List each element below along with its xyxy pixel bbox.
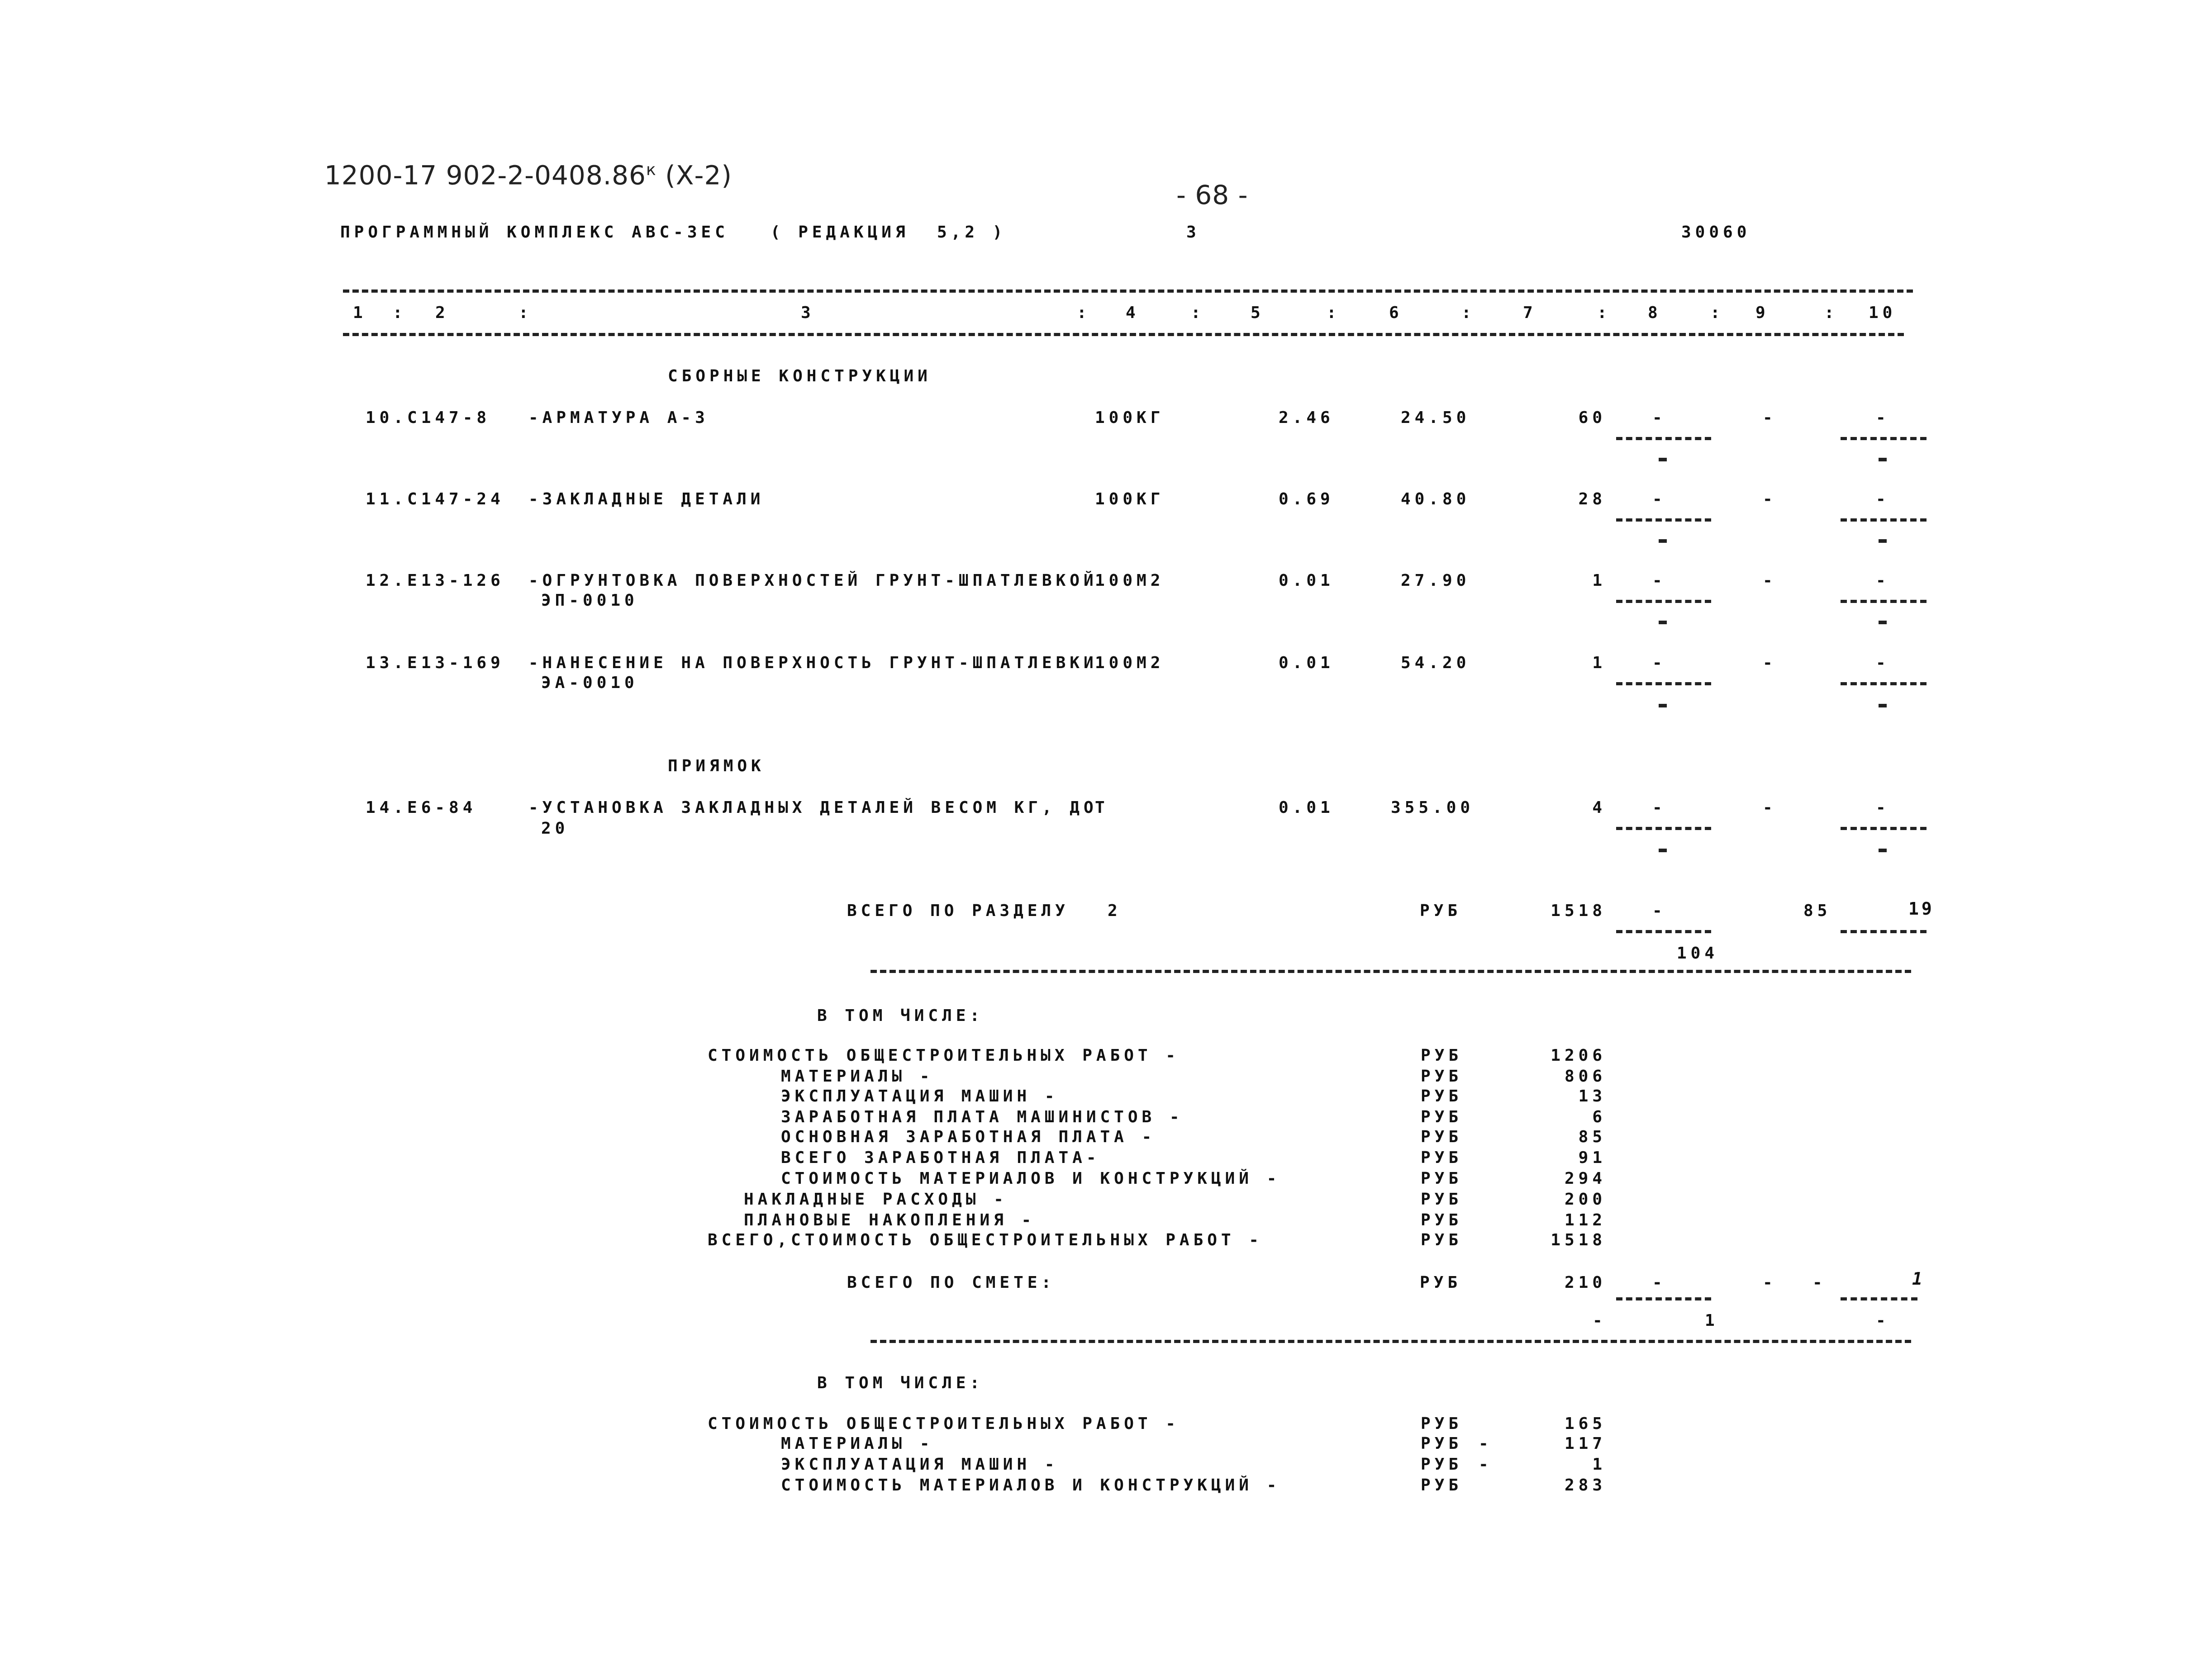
program-code: 30060: [1681, 223, 1751, 242]
breakdown-mark: -: [1479, 1455, 1493, 1474]
section-total-label: ВСЕГО ПО РАЗДЕЛУ: [847, 902, 1069, 920]
program-label: ПРОГРАММНЫЙ КОМПЛЕКС АВС-ЗЕС ( РЕДАКЦИЯ 5,2 ): [340, 223, 1007, 242]
breakdown-label: ЭКСПЛУАТАЦИЯ МАШИН -: [781, 1455, 1059, 1474]
col-sep: :: [1327, 304, 1341, 322]
col-3: 3: [801, 304, 815, 322]
row-unit: 100КГ: [1095, 408, 1165, 427]
breakdown-value: 91: [1578, 1148, 1606, 1167]
breakdown-label: ВСЕГО,СТОИМОСТЬ ОБЩЕСТРОИТЕЛЬНЫХ РАБОТ -: [708, 1231, 1263, 1249]
breakdown-value: 1206: [1551, 1046, 1606, 1065]
row-name: -УСТАНОВКА ЗАКЛАДНЫХ ДЕТАЛЕЙ ВЕСОМ КГ, ДО: [528, 798, 1098, 817]
section-title: ПРИЯМОК: [668, 757, 765, 775]
breakdown-value: 6: [1592, 1108, 1606, 1126]
breakdown-label: ВСЕГО ЗАРАБОТНАЯ ПЛАТА-: [781, 1148, 1100, 1167]
breakdown-unit: РУБ: [1421, 1169, 1463, 1188]
estimate-total-c8: -: [1652, 1273, 1666, 1292]
fraction-denominator: [1659, 539, 1667, 543]
row-total: 60: [1578, 408, 1606, 427]
breakdown-unit: РУБ: [1421, 1231, 1463, 1249]
breakdown-value: 1518: [1551, 1231, 1606, 1249]
fraction-denominator: [1879, 621, 1887, 624]
col-sep: :: [1191, 304, 1205, 322]
row-unit: Т: [1095, 798, 1109, 817]
breakdown-unit: РУБ: [1421, 1414, 1463, 1433]
row-total: 1: [1592, 654, 1606, 672]
breakdown-mark: -: [1479, 1434, 1493, 1453]
row-c8: -: [1652, 490, 1666, 508]
row-code: 12.Е13-126: [366, 571, 504, 590]
fraction-denominator: [1879, 704, 1887, 707]
row-name: -ОГРУНТОВКА ПОВЕРХНОСТЕЙ ГРУНТ-ШПАТЛЕВКОЙ: [528, 571, 1098, 590]
breakdown-unit: РУБ: [1421, 1455, 1463, 1474]
row-name-continued: ЭП-0010: [541, 591, 638, 610]
header-rule-top: [343, 289, 1913, 293]
row-c9: -: [1763, 571, 1777, 590]
row-c10: -: [1876, 571, 1890, 590]
row-c10: -: [1876, 490, 1890, 508]
breakdown-value: 85: [1578, 1128, 1606, 1146]
row-qty: 0.01: [1279, 571, 1334, 590]
breakdown-value: 1: [1592, 1455, 1606, 1474]
section-total-c8: -: [1652, 902, 1666, 920]
row-code: 10.С147-8: [366, 408, 491, 427]
fraction-line: [1616, 437, 1711, 440]
breakdown-value: 117: [1564, 1434, 1606, 1453]
col-sep: :: [1597, 304, 1611, 322]
fraction-line: [1841, 518, 1927, 522]
breakdown-value: 294: [1564, 1169, 1606, 1188]
document-code: [307, 136, 732, 191]
section-total-c10: 19: [1908, 899, 1935, 919]
row-c9: -: [1763, 654, 1777, 672]
row-name-continued: 20: [541, 819, 569, 838]
estimate-total-sub-b: 1: [1705, 1311, 1719, 1330]
col-sep: :: [1461, 304, 1475, 322]
col-10: 10: [1869, 304, 1897, 322]
breakdown-label: ПЛАНОВЫЕ НАКОПЛЕНИЯ -: [744, 1211, 1036, 1229]
breakdown-label: СТОИМОСТЬ ОБЩЕСТРОИТЕЛЬНЫХ РАБОТ -: [708, 1046, 1180, 1065]
breakdown-unit: РУБ: [1421, 1148, 1463, 1167]
breakdown-unit: РУБ: [1421, 1128, 1463, 1146]
estimate-total-c9b: -: [1812, 1273, 1827, 1292]
fraction-line: [1841, 1297, 1917, 1300]
col-sep: :: [1710, 304, 1724, 322]
col-8: 8: [1648, 304, 1662, 322]
row-c8: -: [1652, 408, 1666, 427]
col-sep: :: [393, 304, 407, 322]
row-c9: -: [1763, 408, 1777, 427]
fraction-denominator: [1879, 458, 1887, 461]
row-name: -ЗАКЛАДНЫЕ ДЕТАЛИ: [528, 490, 765, 508]
row-price: 54.20: [1401, 654, 1470, 672]
section-title: СБОРНЫЕ КОНСТРУКЦИИ: [668, 367, 932, 385]
row-code: 13.Е13-169: [366, 654, 504, 672]
col-1: 1: [353, 304, 367, 322]
section-total-c9: 85: [1803, 902, 1831, 920]
fraction-line: [1841, 930, 1927, 933]
breakdown-unit: РУБ: [1421, 1108, 1463, 1126]
row-unit: 100М2: [1095, 654, 1165, 672]
section-total-value: 1518: [1551, 902, 1606, 920]
breakdown-label: СТОИМОСТЬ ОБЩЕСТРОИТЕЛЬНЫХ РАБОТ -: [708, 1414, 1180, 1433]
section-total-unit: РУБ: [1420, 902, 1462, 920]
col-4: 4: [1126, 304, 1140, 322]
breakdown-unit: РУБ: [1421, 1046, 1463, 1065]
section-total-sub: 104: [1677, 944, 1719, 963]
breakdown-label: ЭКСПЛУАТАЦИЯ МАШИН -: [781, 1087, 1059, 1106]
row-code: 14.Е6-84: [366, 798, 477, 817]
estimate-total-sub-a: -: [1593, 1311, 1607, 1330]
fraction-denominator: [1659, 458, 1667, 461]
row-c9: -: [1763, 798, 1777, 817]
breakdown-header: В ТОМ ЧИСЛЕ:: [817, 1374, 984, 1392]
col-6: 6: [1389, 304, 1403, 322]
fraction-line: [1616, 1297, 1711, 1300]
breakdown-label: СТОИМОСТЬ МАТЕРИАЛОВ И КОНСТРУКЦИЙ -: [781, 1169, 1281, 1188]
estimate-total-c10: 1: [1912, 1269, 1925, 1289]
row-qty: 0.01: [1279, 798, 1334, 817]
fraction-line: [1616, 827, 1711, 830]
row-total: 1: [1592, 571, 1606, 590]
estimate-total-c9a: -: [1763, 1273, 1777, 1292]
breakdown-value: 200: [1564, 1190, 1606, 1209]
fraction-denominator: [1659, 704, 1667, 707]
row-name-continued: ЭА-0010: [541, 674, 638, 692]
row-price: 27.90: [1401, 571, 1470, 590]
row-c10: -: [1876, 408, 1890, 427]
col-sep: :: [1077, 304, 1091, 322]
document-code-main: 1200-17 902-2-0408.86: [324, 160, 646, 191]
fraction-line: [1841, 600, 1927, 603]
estimate-total-label: ВСЕГО ПО СМЕТЕ:: [847, 1273, 1056, 1292]
fraction-denominator: [1879, 849, 1887, 852]
breakdown-value: 283: [1564, 1476, 1606, 1495]
page-number: - 68 -: [1176, 180, 1248, 210]
row-c8: -: [1652, 571, 1666, 590]
row-name: -АРМАТУРА А-3: [528, 408, 709, 427]
row-price: 24.50: [1401, 408, 1470, 427]
row-c10: -: [1876, 654, 1890, 672]
breakdown-value: 112: [1564, 1211, 1606, 1229]
row-unit: 100М2: [1095, 571, 1165, 590]
col-2: 2: [435, 304, 449, 322]
fraction-line: [1616, 930, 1711, 933]
fraction-line: [1616, 682, 1711, 685]
breakdown-label: МАТЕРИАЛЫ -: [781, 1067, 934, 1086]
estimate-total-unit: РУБ: [1420, 1273, 1462, 1292]
section-total-n: 2: [1108, 902, 1122, 920]
col-9: 9: [1755, 304, 1770, 322]
row-total: 28: [1578, 490, 1606, 508]
breakdown-unit: РУБ: [1421, 1067, 1463, 1086]
row-c8: -: [1652, 654, 1666, 672]
breakdown-value: 13: [1578, 1087, 1606, 1106]
row-qty: 2.46: [1279, 408, 1334, 427]
fraction-line: [1841, 437, 1927, 440]
header-rule-bottom: [343, 333, 1904, 336]
fraction-denominator: [1879, 539, 1887, 543]
col-7: 7: [1523, 304, 1537, 322]
breakdown-label: НАКЛАДНЫЕ РАСХОДЫ -: [744, 1190, 1008, 1209]
fraction-line: [1841, 682, 1927, 685]
document-code-suffix: (Х-2): [665, 160, 732, 191]
breakdown-label: МАТЕРИАЛЫ -: [781, 1434, 934, 1453]
row-qty: 0.69: [1279, 490, 1334, 508]
fraction-denominator: [1659, 849, 1667, 852]
breakdown-unit: РУБ: [1421, 1087, 1463, 1106]
col-5: 5: [1251, 304, 1265, 322]
breakdown-label: ЗАРАБОТНАЯ ПЛАТА МАШИНИСТОВ -: [781, 1108, 1184, 1126]
row-qty: 0.01: [1279, 654, 1334, 672]
col-sep: :: [519, 304, 533, 322]
row-price: 355.00: [1391, 798, 1475, 817]
fraction-line: [1616, 600, 1711, 603]
row-total: 4: [1592, 798, 1606, 817]
breakdown-unit: РУБ: [1421, 1434, 1463, 1453]
estimate-total-sub-c: -: [1876, 1311, 1890, 1330]
row-c9: -: [1763, 490, 1777, 508]
col-sep: :: [1824, 304, 1838, 322]
breakdown-unit: РУБ: [1421, 1211, 1463, 1229]
breakdown-unit: РУБ: [1421, 1190, 1463, 1209]
estimate-total-rule: [871, 1340, 1911, 1343]
breakdown-value: 165: [1564, 1414, 1606, 1433]
row-unit: 100КГ: [1095, 490, 1165, 508]
fraction-denominator: [1659, 621, 1667, 624]
row-price: 40.80: [1401, 490, 1470, 508]
row-c10: -: [1876, 798, 1890, 817]
breakdown-label: СТОИМОСТЬ МАТЕРИАЛОВ И КОНСТРУКЦИЙ -: [781, 1476, 1281, 1495]
document-code-sup: к: [646, 161, 656, 179]
section-total-rule: [871, 970, 1911, 973]
fraction-line: [1841, 827, 1927, 830]
row-c8: -: [1652, 798, 1666, 817]
program-sheet: 3: [1186, 223, 1200, 242]
estimate-total-value: 210: [1564, 1273, 1606, 1292]
breakdown-header: В ТОМ ЧИСЛЕ:: [817, 1006, 984, 1025]
row-code: 11.С147-24: [366, 490, 504, 508]
breakdown-unit: РУБ: [1421, 1476, 1463, 1495]
fraction-line: [1616, 518, 1711, 522]
breakdown-value: 806: [1564, 1067, 1606, 1086]
breakdown-label: ОСНОВНАЯ ЗАРАБОТНАЯ ПЛАТА -: [781, 1128, 1156, 1146]
row-name: -НАНЕСЕНИЕ НА ПОВЕРХНОСТЬ ГРУНТ-ШПАТЛЕВКИ: [528, 654, 1098, 672]
